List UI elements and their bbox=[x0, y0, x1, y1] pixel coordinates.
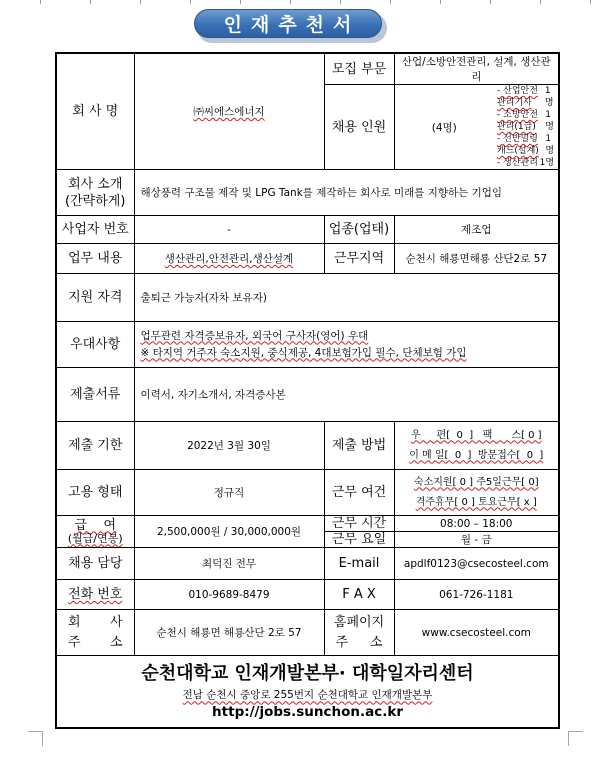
issuer-address: 전남 순천시 중앙로 255번지 순천대학교 인재개발본부 bbox=[182, 689, 433, 702]
address-label-line: 주 소 bbox=[68, 634, 123, 650]
ruler-tick bbox=[140, 0, 141, 4]
qualification-value: 출퇴근 가능자(자차 보유자) bbox=[134, 274, 559, 322]
phone-label: 전화 번호 bbox=[56, 580, 134, 610]
method-line: 이 메 일[ 0 ] 방문접수[ 0 ] bbox=[409, 449, 544, 461]
bizno-value: - bbox=[134, 216, 324, 244]
preference-line: 업무관련 자격증보유자, 외국어 구사자(영어) 우대 bbox=[140, 329, 369, 342]
manager-value: 최덕진 전무 bbox=[134, 548, 324, 580]
ruler-tick bbox=[390, 0, 391, 4]
preference-label: 우대사항 bbox=[56, 322, 134, 368]
ruler-tick bbox=[240, 0, 241, 4]
position-item: - 산업안전관리기사 1명 bbox=[497, 86, 554, 108]
hours-value: 08:00 – 18:00 bbox=[394, 516, 559, 532]
employment-type-label: 고용 형태 bbox=[56, 470, 134, 516]
ruler-tick bbox=[590, 0, 591, 4]
work-value: 생산관리,안전관리,생산설계 bbox=[134, 244, 324, 274]
page-ruler bbox=[0, 0, 613, 6]
industry-value: 제조업 bbox=[394, 216, 559, 244]
recruit-dept-value: 산업/소방안전관리, 설계, 생산관리 bbox=[394, 53, 559, 85]
position-item: - 생산관리 1명 bbox=[497, 158, 555, 168]
positions-list bbox=[494, 85, 559, 170]
recruit-dept-label: 모집 부문 bbox=[324, 53, 394, 85]
ruler-tick bbox=[190, 0, 191, 4]
fax-label: F A X bbox=[324, 580, 394, 610]
crop-mark bbox=[28, 731, 43, 746]
documents-value: 이력서, 자기소개서, 자격증사본 bbox=[134, 368, 559, 422]
method-value bbox=[394, 422, 559, 470]
ruler-tick bbox=[90, 0, 91, 4]
company-address-label bbox=[56, 610, 134, 656]
email-label: E-mail bbox=[324, 548, 394, 580]
conditions-line: 격주휴무[ 0 ] 토요근무[ x ] bbox=[415, 496, 537, 508]
phone-value: 010-9689-8479 bbox=[134, 580, 324, 610]
preference-line: ※ 타지역 거주자 숙소지원, 중식제공, 4대보험가입 필수, 단체보험 가입 bbox=[140, 346, 467, 359]
address-label-line: 회 사 bbox=[68, 614, 123, 630]
crop-mark bbox=[568, 731, 583, 746]
issuer-url: http://jobs.sunchon.ac.kr bbox=[212, 704, 403, 721]
intro-label-line: 회사 소개 bbox=[68, 176, 123, 192]
salary-label-line: 급 여 bbox=[74, 517, 117, 533]
ruler-tick bbox=[290, 0, 291, 4]
salary-value: 2,500,000원 / 30,000,000원 bbox=[134, 516, 324, 548]
email-value: apdlf0123@csecosteel.com bbox=[394, 548, 559, 580]
work-label: 업무 내용 bbox=[56, 244, 134, 274]
issuer-footer bbox=[56, 656, 559, 728]
method-label: 제출 방법 bbox=[324, 422, 394, 470]
fax-value: 061-726-1181 bbox=[394, 580, 559, 610]
hire-count-value: (4명) bbox=[394, 85, 494, 170]
deadline-value: 2022년 3월 30일 bbox=[134, 422, 324, 470]
ruler-tick bbox=[440, 0, 441, 4]
conditions-label: 근무 여건 bbox=[324, 470, 394, 516]
company-intro-label bbox=[56, 170, 134, 216]
conditions-line: 숙소지원[ 0 ] 주5일근무[ 0] bbox=[413, 476, 539, 488]
method-line: 우 편[ 0 ] 팩 스[ 0 ] bbox=[411, 429, 542, 441]
hours-label: 근무 시간 bbox=[324, 516, 394, 532]
salary-label bbox=[56, 516, 134, 548]
days-label: 근무 요일 bbox=[324, 532, 394, 548]
hire-count-label: 채용 인원 bbox=[324, 85, 394, 170]
ruler-tick bbox=[340, 0, 341, 4]
company-name-value: ㈜씨에스에너지 bbox=[134, 53, 324, 170]
manager-label: 채용 담당 bbox=[56, 548, 134, 580]
homepage-label-line: 홈페이지 bbox=[333, 614, 385, 630]
position-item: - 선반밀링캐드(설계) 1명 bbox=[497, 134, 555, 156]
title-banner: 인재추천서 bbox=[194, 9, 382, 38]
homepage-value: www.csecosteel.com bbox=[394, 610, 559, 656]
salary-label-line: (월급/연봉) bbox=[67, 531, 123, 545]
position-item: - 소방안전관리(1급) 1명 bbox=[497, 110, 554, 132]
company-address-value: 순천시 해룡면 해룡산단 2로 57 bbox=[134, 610, 324, 656]
location-label: 근무지역 bbox=[324, 244, 394, 274]
qualification-label: 지원 자격 bbox=[56, 274, 134, 322]
employment-type-value: 정규직 bbox=[134, 470, 324, 516]
document-title bbox=[194, 9, 386, 41]
documents-label: 제출서류 bbox=[56, 368, 134, 422]
ruler-tick bbox=[40, 0, 41, 4]
deadline-label: 제출 기한 bbox=[56, 422, 134, 470]
ruler-tick bbox=[490, 0, 491, 4]
ruler-tick bbox=[540, 0, 541, 4]
homepage-label bbox=[324, 610, 394, 656]
company-name-label: 회 사 명 bbox=[56, 53, 134, 170]
days-value: 월 - 금 bbox=[394, 532, 559, 548]
location-value: 순천시 해룡면해룡 산단2로 57 bbox=[394, 244, 559, 274]
recommendation-form bbox=[55, 52, 560, 729]
bizno-label: 사업자 번호 bbox=[56, 216, 134, 244]
intro-label-line: (간략하게) bbox=[65, 193, 126, 209]
homepage-label-line: 주 소 bbox=[335, 634, 383, 650]
issuer-name: 순천대학교 인재개발본부· 대학일자리센터 bbox=[141, 663, 474, 685]
conditions-value bbox=[394, 470, 559, 516]
preference-value bbox=[134, 322, 559, 368]
company-intro-value: 해상풍력 구조물 제작 및 LPG Tank를 제작하는 회사로 미래를 지향하는 기업임 bbox=[134, 170, 559, 216]
industry-label: 업종(업태) bbox=[324, 216, 394, 244]
